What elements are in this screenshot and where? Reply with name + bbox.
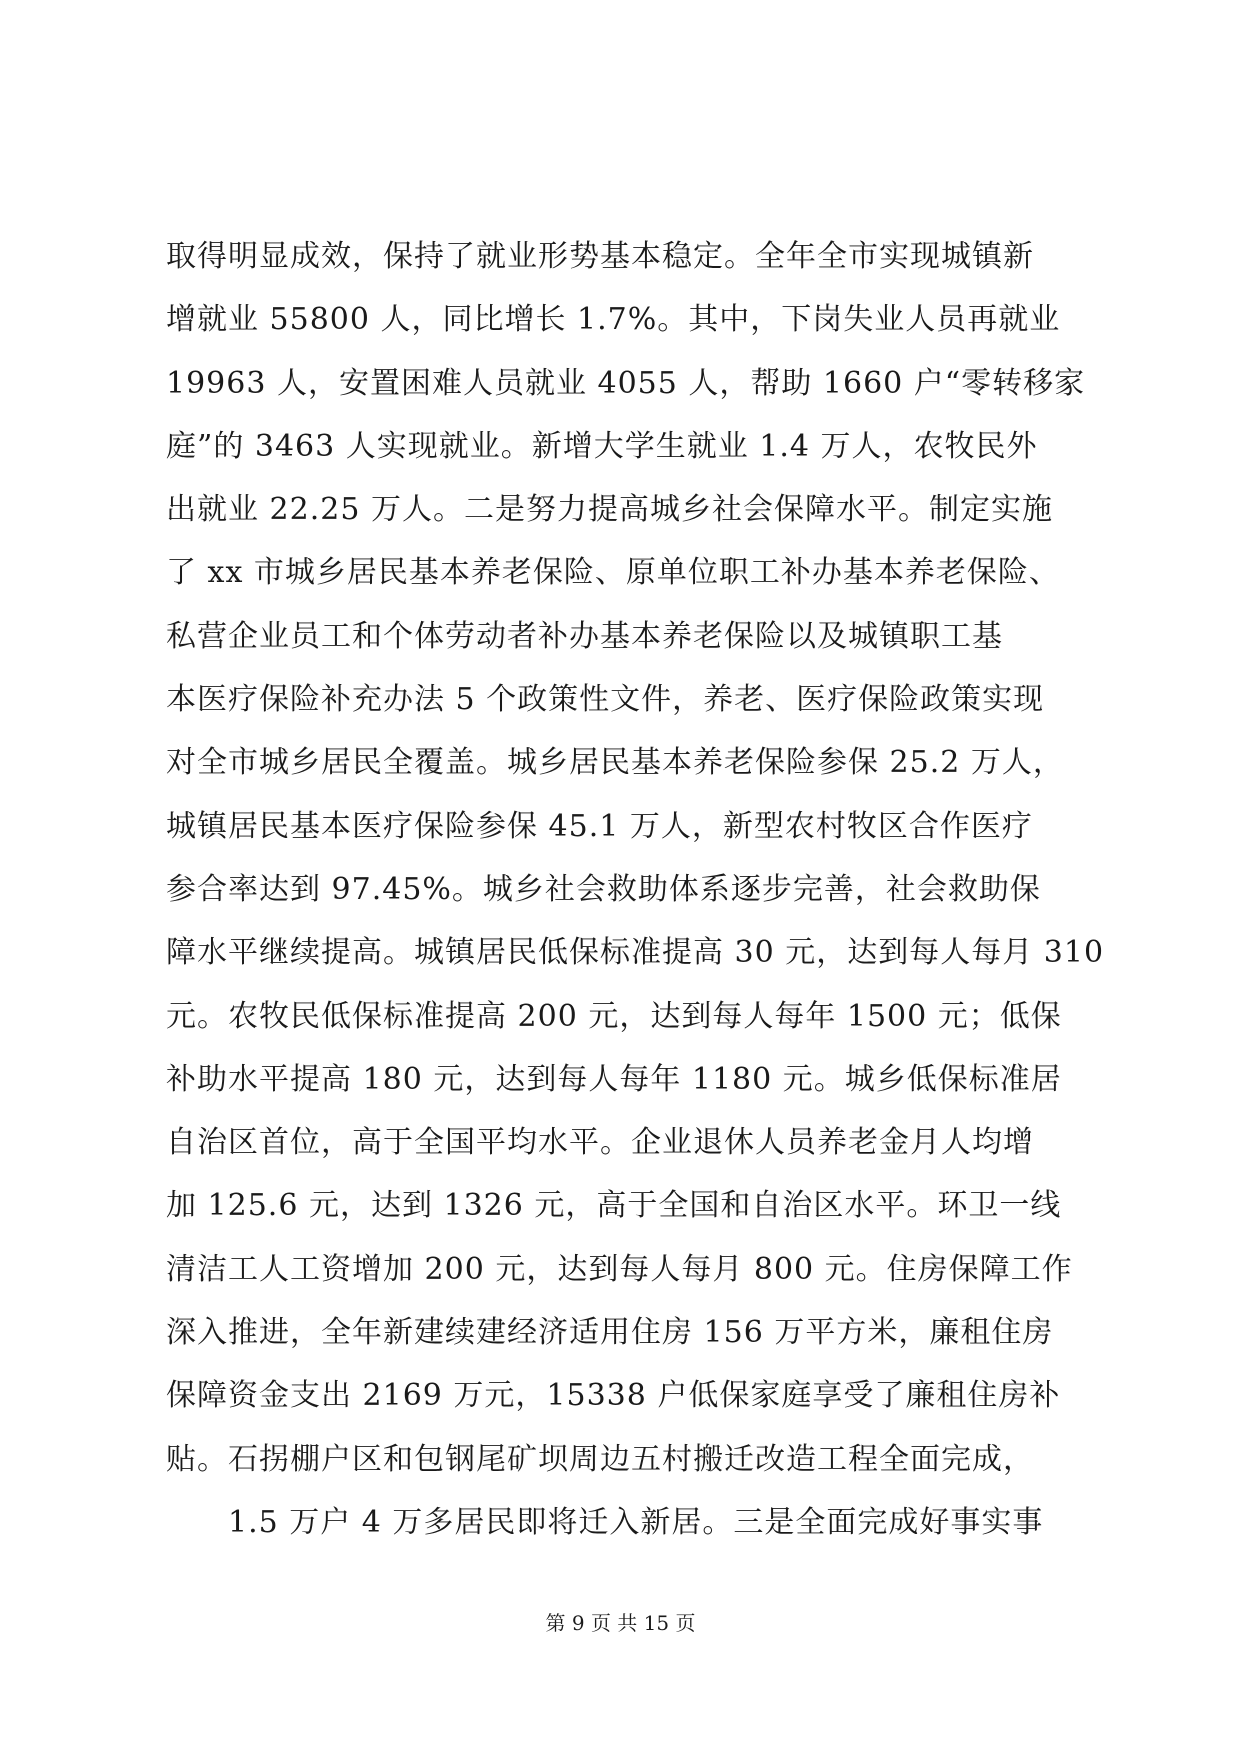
text-line: 保障资金支出 2169 万元，15338 户低保家庭享受了廉租住房补: [166, 1378, 1061, 1414]
text-line: 19963 人，安置困难人员就业 4055 人，帮助 1660 户“零转移家: [166, 365, 1086, 401]
text-line: 自治区首位，高于全国平均水平。企业退休人员养老金月人均增: [166, 1125, 1034, 1161]
text-line: 增就业 55800 人，同比增长 1.7%。其中，下岗失业人员再就业: [166, 302, 1061, 338]
text-line: 了 xx 市城乡居民基本养老保险、原单位职工补办基本养老保险、: [166, 555, 1060, 591]
body-text: [166, 225, 1105, 1554]
text-line: 障水平继续提高。城镇居民低保标准提高 30 元，达到每人每月 310: [166, 935, 1105, 971]
text-line: 私营企业员工和个体劳动者补办基本养老保险以及城镇职工基: [166, 618, 1003, 654]
text-line: 城镇居民基本医疗保险参保 45.1 万人，新型农村牧区合作医疗: [166, 808, 1033, 844]
text-line: 对全市城乡居民全覆盖。城乡居民基本养老保险参保 25.2 万人，: [166, 745, 1064, 781]
text-line: 参合率达到 97.45%。城乡社会救助体系逐步完善，社会救助保: [166, 871, 1041, 907]
text-line: 补助水平提高 180 元，达到每人每年 1180 元。城乡低保标准居: [166, 1061, 1062, 1097]
text-line: 本医疗保险补充办法 5 个政策性文件，养老、医疗保险政策实现: [166, 682, 1045, 718]
text-line: 出就业 22.25 万人。二是努力提高城乡社会保障水平。制定实施: [166, 492, 1053, 528]
text-line: 庭”的 3463 人实现就业。新增大学生就业 1.4 万人，农牧民外: [166, 428, 1038, 464]
text-line: 清洁工人工资增加 200 元，达到每人每月 800 元。住房保障工作: [166, 1251, 1073, 1287]
page-number-footer: 第 9 页 共 15 页: [545, 1611, 696, 1635]
text-line: 元。农牧民低保标准提高 200 元，达到每人每年 1500 元；低保: [166, 998, 1062, 1034]
text-line: 加 125.6 元，达到 1326 元，高于全国和自治区水平。环卫一线: [166, 1188, 1062, 1224]
text-line: 深入推进，全年新建续建经济适用住房 156 万平方米，廉租住房: [166, 1315, 1054, 1351]
text-line: 取得明显成效，保持了就业形势基本稳定。全年全市实现城镇新: [166, 239, 1034, 274]
text-line-indented: 1.5 万户 4 万多居民即将迁入新居。三是全面完成好事实事: [228, 1504, 1044, 1540]
text-line: 贴。石拐棚户区和包钢尾矿坝周边五村搬迁改造工程全面完成，: [166, 1441, 1034, 1477]
